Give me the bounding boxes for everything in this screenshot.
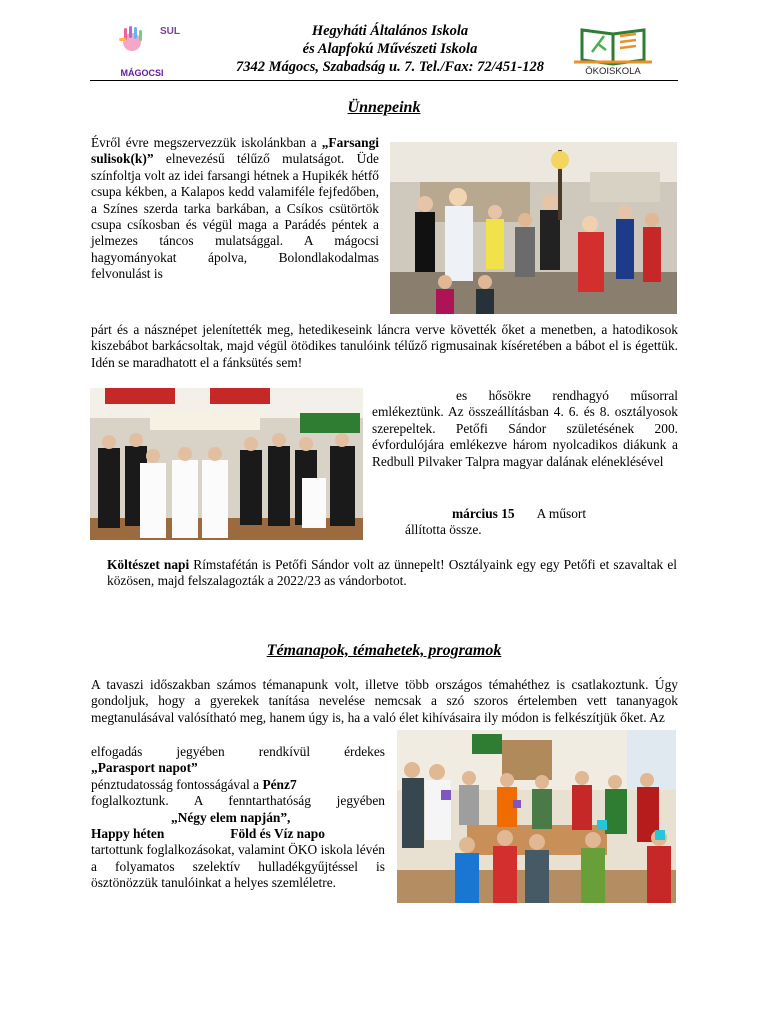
farsang-event-name: „Farsangi sulisok(k)” bbox=[91, 135, 379, 167]
header-line-2: és Alapfokú Művészeti Iskola bbox=[302, 41, 478, 57]
themedays-line-4: foglalkoztunk. A fenntarthatóság jegyében bbox=[91, 793, 385, 809]
school-logo-sul-magocs bbox=[112, 24, 180, 80]
header-rule bbox=[90, 80, 678, 81]
march15-date: március 15 bbox=[452, 506, 515, 521]
march15-assembled: állította össze. bbox=[405, 522, 482, 537]
photo-carnival bbox=[390, 142, 677, 314]
photo-classroom-crafts bbox=[397, 730, 676, 903]
themedays-line-6 bbox=[91, 826, 385, 842]
march15-text bbox=[372, 388, 678, 470]
penz7-label: Pénz7 bbox=[262, 776, 297, 792]
march15-date-line bbox=[452, 506, 682, 522]
themedays-list bbox=[91, 744, 385, 892]
themedays-line-1: elfogadás jegyében rendkívül érdekes bbox=[91, 744, 385, 759]
earth-water-day-label: Föld és Víz napo bbox=[230, 826, 325, 842]
themedays-line-7: tartottunk foglalkozásokat, valamint ÖKO iskola lévén a folyamatos szelektív hulladékgyűjtéssel is ösztönözzük tanulóinkat a helyes szemléletre. bbox=[91, 842, 385, 891]
section-title-temanapok: Témanapok, témahetek, programok bbox=[266, 642, 502, 659]
photo-march15-ceremony bbox=[90, 388, 363, 540]
themedays-intro: A tavaszi időszakban számos témanapunk volt, illetve több országos témahéthez is csatlakoztunk. Úgy gondoljuk, hogy a gyerekek tanítása nevelése nemcsak a szó szoros értelemben vett tananyagok megtanulásával valósítható meg, hanem úgy is, ha a való élet kihívásaira ily módon is felkészítjük őket. Az bbox=[91, 677, 678, 725]
okoiskola-logo bbox=[572, 22, 654, 78]
header-line-1: Hegyháti Általános Iskola bbox=[311, 23, 469, 39]
poetry-day-paragraph bbox=[107, 557, 677, 590]
farsang-paragraph-cont: párt és a násznépet jelenítették meg, hetedikeseink láncra verve követték őket a menetben, a hatodikosok kiszebábot barkácsoltak, majd végül ötödikes tanulóink télűző rigmusainak kíséretében a bábot el is égettük. Idén se maradhatott el a fánksütés sem! bbox=[91, 322, 678, 370]
logo-magocs-text: MÁGOCSI bbox=[120, 68, 164, 78]
book-tree-icon bbox=[572, 22, 654, 66]
march15-program-text: A műsort bbox=[536, 506, 587, 521]
happy-week-label: Happy héten bbox=[91, 826, 165, 842]
header-line-3: 7342 Mágocs, Szabadság u. 7. Tel./Fax: 72/451-128 bbox=[235, 59, 544, 75]
themedays-line-3 bbox=[91, 777, 385, 793]
school-header bbox=[180, 22, 600, 76]
logo-sul-text: SUL bbox=[160, 26, 180, 37]
hand-icon bbox=[119, 26, 142, 51]
money-awareness-text: pénztudatosság fontosságával a bbox=[91, 776, 263, 792]
four-elements-day: „Négy elem napján”, bbox=[171, 809, 291, 825]
farsang-paragraph bbox=[91, 135, 379, 283]
poetry-day-label: Költészet napi bbox=[107, 557, 190, 572]
section-title-unnepeink: Ünnepeink bbox=[347, 99, 421, 116]
farsang-text-c: elnevezésű télűző mulatságot. Üde színfoltja volt az idei farsangi hétnek a Hupikék hétfő csupa kékben, a Kalapos kedd valamiféle fejfedőben, a Színes szerda tarka barkában, a Csíkos csütörtök csupa csíkosban és végül maga a Parádés péntek a jelmezes táncos mulatsággal. A mágocsi hagyományokat ápolva, Bolondlakodalmas felvonulást is bbox=[91, 151, 379, 282]
farsang-text-a: Évről évre megszervezzük iskolánkban a bbox=[91, 135, 322, 150]
okoiskola-text: ÖKOISKOLA bbox=[585, 66, 641, 77]
parasport-day: „Parasport napot” bbox=[91, 760, 198, 776]
poetry-day-text: Rímstafétán is Petőfi Sándor volt az ünnepelt! Osztályaink egy egy Petőfi et szavaltak el közösen, majd felszalagozták a 2022/23 as vándorbotot. bbox=[107, 557, 677, 589]
march15-body: es hősökre rendhagyó műsorral emlékeztünk. Az összeállításban 4. 6. és 8. osztályosok szerepeltek. Petőfi Sándor születésének 200. évfordulójára emlékezve három nyolcadikos diákunk a Redbull Pilvaker Talpra magyar dalának eléneklésével bbox=[372, 388, 678, 469]
